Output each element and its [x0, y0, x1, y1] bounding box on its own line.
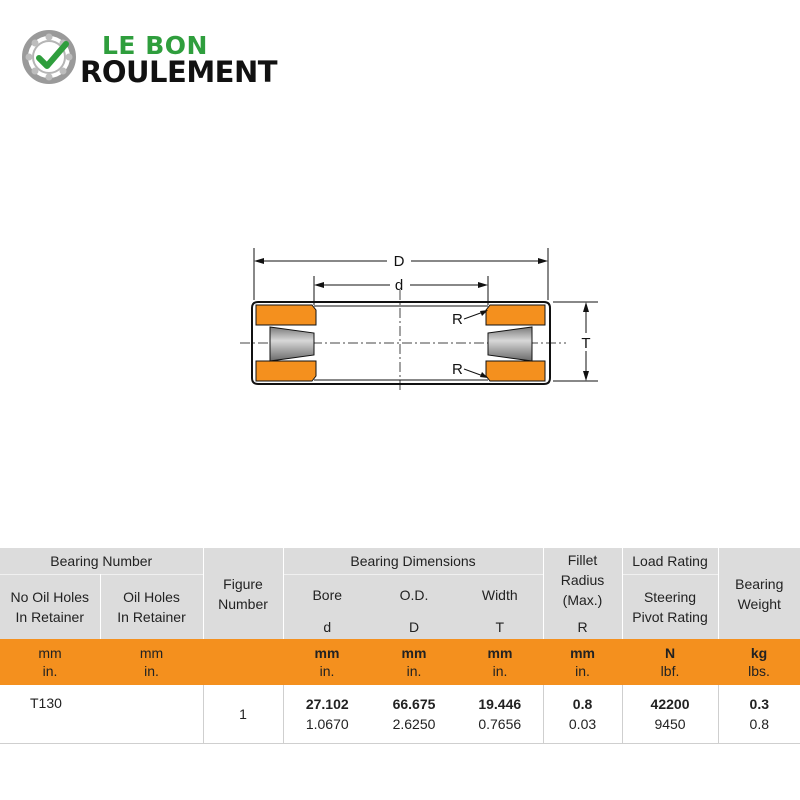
cell-width: 19.446 0.7656	[457, 685, 543, 744]
units-figure	[203, 639, 283, 685]
outer-diameter-dimension	[254, 248, 548, 300]
logo-text-bottom: ROULEMENT	[80, 55, 278, 89]
bearing-outline	[252, 302, 550, 384]
header-bearing-dimensions: Bearing Dimensions	[283, 548, 543, 575]
units-no-oil: mm in.	[0, 639, 100, 685]
header-od: O.D.	[371, 575, 457, 616]
cell-bore: 27.102 1.0670	[283, 685, 371, 744]
header-figure-number: Figure Number	[203, 548, 283, 639]
cell-fillet: 0.8 0.03	[543, 685, 622, 744]
width-dimension	[553, 302, 598, 381]
header-steering-pivot: Steering Pivot Rating	[622, 575, 718, 640]
units-bore: mm in.	[283, 639, 371, 685]
fillet-radius-label-bottom: R	[452, 361, 463, 378]
units-weight: kg lbs.	[718, 639, 800, 685]
symbol-fillet: R	[543, 615, 622, 639]
fillet-radius-label-top: R	[452, 311, 463, 328]
header-fillet-radius: Fillet Radius (Max.)	[543, 548, 622, 615]
bore-label: d	[394, 277, 404, 294]
units-od: mm in.	[371, 639, 457, 685]
header-load-rating: Load Rating	[622, 548, 718, 575]
cell-figure: 1	[203, 685, 283, 744]
cell-part-number: T130	[0, 685, 100, 744]
symbol-bore: d	[283, 615, 371, 639]
units-width: mm in.	[457, 639, 543, 685]
symbol-width: T	[457, 615, 543, 639]
width-label: T	[581, 335, 591, 352]
outer-diameter-label: D	[393, 253, 405, 270]
cell-od: 66.675 2.6250	[371, 685, 457, 744]
table-row	[0, 685, 800, 744]
units-oil: mm in.	[100, 639, 203, 685]
header-bearing-number: Bearing Number	[0, 548, 203, 575]
cell-weight: 0.3 0.8	[718, 685, 800, 744]
header-bore: Bore	[283, 575, 371, 616]
right-race-section	[486, 305, 545, 381]
left-race-section	[256, 305, 316, 381]
bore-dimension	[314, 276, 488, 305]
symbol-od: D	[371, 615, 457, 639]
units-fillet: mm in.	[543, 639, 622, 685]
cell-oil-holes	[100, 685, 203, 744]
units-load: N lbf.	[622, 639, 718, 685]
header-width: Width	[457, 575, 543, 616]
bearing-check-icon	[22, 28, 80, 86]
cell-load: 42200 9450	[622, 685, 718, 744]
header-oil-holes: Oil Holes In Retainer	[100, 575, 203, 640]
brand-logo	[22, 28, 312, 88]
header-no-oil-holes: No Oil Holes In Retainer	[0, 575, 100, 640]
bearing-spec-table	[0, 548, 800, 744]
logo-text-top: LE BON	[102, 31, 208, 60]
header-bearing-weight: Bearing Weight	[718, 548, 800, 639]
